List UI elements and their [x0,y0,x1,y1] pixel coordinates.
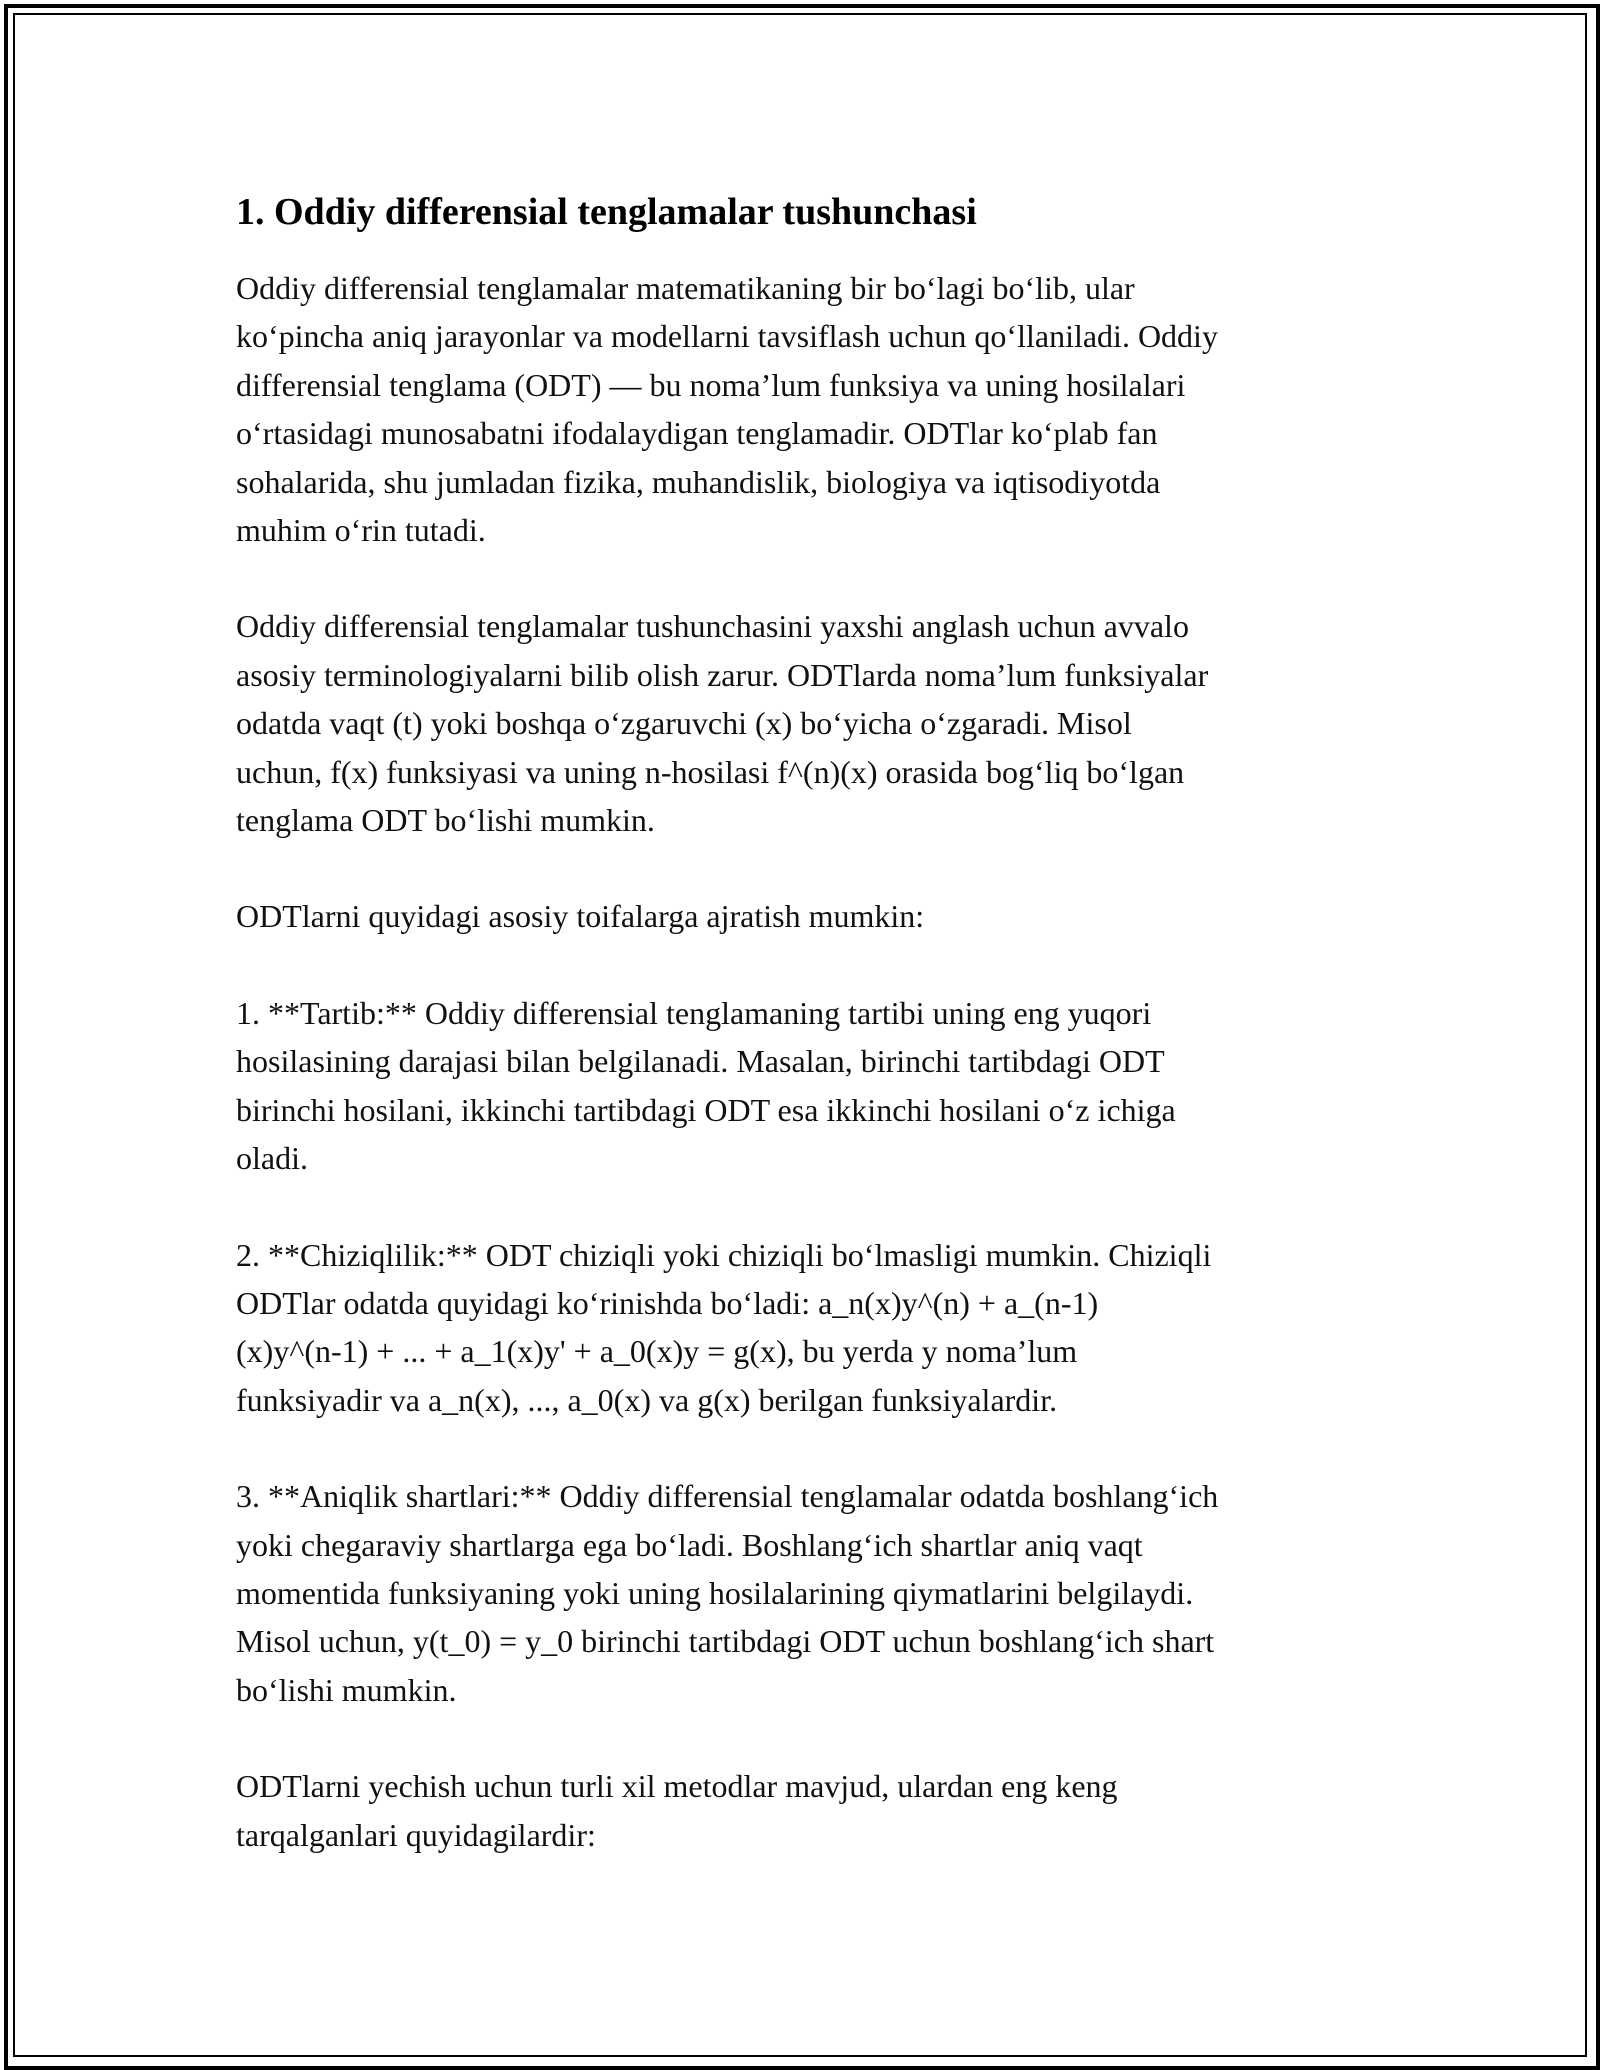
section-heading: 1. Oddiy differensial tenglamalar tushunchasi [236,191,977,233]
document-body [236,182,1386,1859]
list-item-linearity: 2. **Chiziqlilik:** ODT chiziqli yoki chiziqli bo‘lmasligi mumkin. Chiziqli ODTlar odatda quyidagi ko‘rinishda bo‘ladi: a_n(x)y^(n) + a_(n-1) (x)y^(n-1) + ... + a_1(x)y' + a_0(x)y = g(x), bu yerda y noma’lum funksiyadir va a_n(x), ..., a_0(x) va g(x) berilgan funksiyalardir. [236,1236,1212,1418]
list-item-conditions: 3. **Aniqlik shartlari:** Oddiy differensial tenglamalar odatda boshlang‘ich yoki chegaraviy shartlarga ega bo‘ladi. Boshlang‘ich shartlar aniq vaqt momentida funksiyaning yoki uning hosilalarining qiymatlarini belgilaydi. Misol uchun, y(t_0) = y_0 birinchi tartibdagi ODT uchun boshlang‘ich shart bo‘lishi mumkin. [236,1478,1219,1708]
paragraph-terminology: Oddiy differensial tenglamalar tushunchasini yaxshi anglash uchun avvalo asosiy terminologiyalarni bilib olish zarur. ODTlarda noma’lum funksiyalar odatda vaqt (t) yoki boshqa o‘zgaruvchi (x) bo‘yicha o‘zgaradi. Misol uchun, f(x) funksiyasi va uning n-hosilasi f^(n)(x) orasida bog‘liq bo‘lgan tenglama ODT bo‘lishi mumkin. [236,608,1209,839]
paragraph-intro: Oddiy differensial tenglamalar matematikaning bir bo‘lagi bo‘lib, ular ko‘pincha aniq jarayonlar va modellarni tavsiflash uchun qo‘llaniladi. Oddiy differensial tenglama (ODT) — bu noma’lum funksiya va uning hosilalari o‘rtasidagi munosabatni ifodalaydigan tenglamadir. ODTlar ko‘plab fan sohalarida, shu jumladan fizika, muhandislik, biologiya va iqtisodiyotda muhim o‘rin tutadi. [236,270,1218,549]
paragraph-methods-intro: ODTlarni yechish uchun turli xil metodlar mavjud, ulardan eng keng tarqalganlari quyidagilardir: [236,1768,1118,1853]
list-item-order: 1. **Tartib:** Oddiy differensial tenglamaning tartibi uning eng yuqori hosilasining darajasi bilan belgilanadi. Masalan, birinchi tartibdagi ODT birinchi hosilani, ikkinchi tartibdagi ODT esa ikkinchi hosilani o‘z ichiga oladi. [236,994,1176,1177]
paragraph-categories-intro: ODTlarni quyidagi asosiy toifalarga ajratish mumkin: [236,898,925,935]
